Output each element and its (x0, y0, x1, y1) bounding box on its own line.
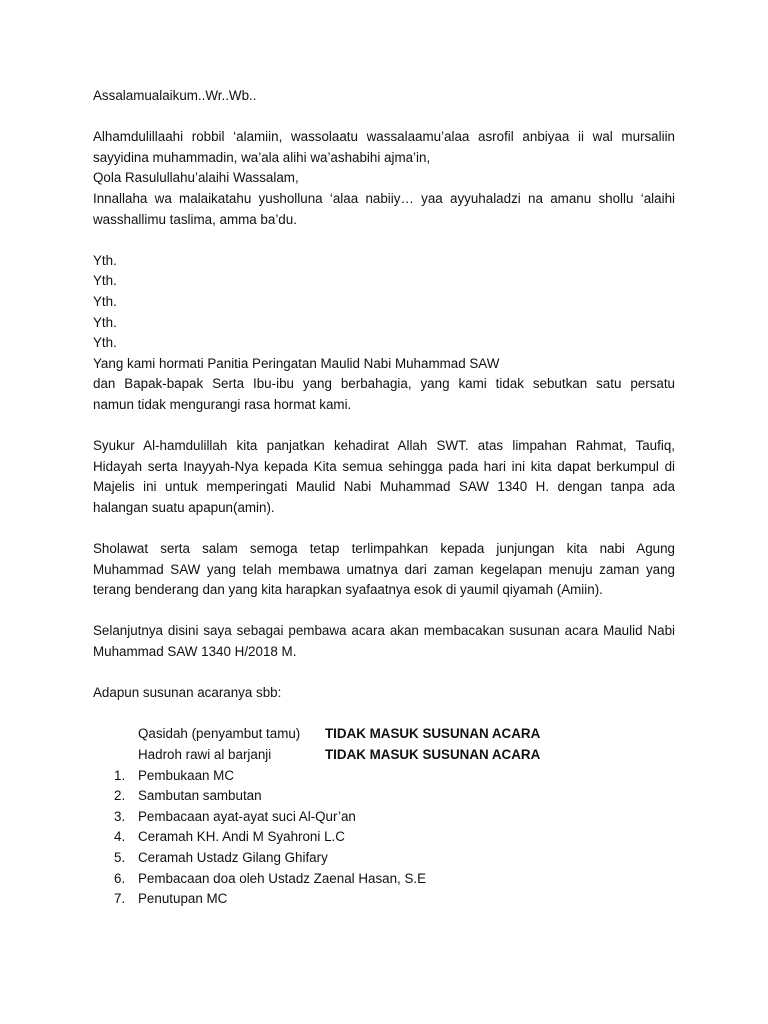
opening-line: wasshallimu taslima, amma ba’du. (93, 211, 297, 227)
agenda-item-number: 4. (114, 829, 126, 845)
agenda-item-number: 3. (114, 808, 126, 824)
agenda-item-number-wrap (93, 827, 138, 848)
agenda-item-number: 5. (114, 849, 126, 865)
agenda-list (93, 766, 675, 910)
opening-line: Innallaha wa malaikatahu yusholluna ‘alaa nabiiy… yaa ayyuhaladzi na amanu shollu ‘alaihi (93, 190, 675, 206)
honored-line: namun tidak mengurangi rasa hormat kami. (93, 396, 352, 412)
pre-agenda-note: TIDAK MASUK SUSUNAN ACARA (325, 726, 541, 742)
agenda-item-number-wrap (93, 766, 138, 787)
sholawat-line: Muhammad SAW yang telah membawa umatnya dari zaman kegelapan menuju zaman yang (93, 561, 675, 577)
gratitude-line: Majelis ini untuk memperingati Maulid Nabi Muhammad SAW 1340 H. dengan tanpa ada (93, 479, 675, 495)
yth-line: Yth. (93, 314, 117, 330)
yth-line: Yth. (93, 335, 117, 351)
opening-line: Alhamdulillaahi robbil ‘alamiin, wassolaatu wassalaamu’alaa asrofil anbiyaa ii wal mursaliin (93, 129, 675, 145)
document-page (93, 86, 675, 910)
spacer (93, 107, 675, 128)
spacer (93, 704, 675, 725)
agenda-item-number: 1. (114, 767, 126, 783)
agenda-item-label: Ceramah KH. Andi M Syahroni L.C (138, 829, 345, 845)
pre-agenda-row (93, 745, 675, 766)
honored-line: dan Bapak-bapak Serta Ibu-ibu yang berbahagia, yang kami tidak sebutkan satu persatu (93, 376, 675, 392)
gratitude-paragraph (93, 436, 675, 518)
sholawat-line: Sholawat serta salam semoga tetap terlimpahkan kepada junjungan kita nabi Agung (93, 541, 675, 557)
agenda-item (93, 848, 675, 869)
gratitude-line: halangan suatu apapun(amin). (93, 499, 275, 515)
agenda-item (93, 766, 675, 787)
agenda-item-number-wrap (93, 786, 138, 807)
next-line: Muhammad SAW 1340 H/2018 M. (93, 644, 297, 660)
gratitude-line: Syukur Al-hamdulillah kita panjatkan kehadirat Allah SWT. atas limpahan Rahmat, Taufiq, (93, 438, 675, 454)
agenda-item-label: Pembacaan ayat-ayat suci Al-Qur’an (138, 808, 356, 824)
agenda-item-number-wrap (93, 889, 138, 910)
agenda-item-number: 2. (114, 788, 126, 804)
gratitude-line: Hidayah serta Inayyah-Nya kepada Kita semua sehingga pada hari ini kita dapat berkumpul di (93, 458, 675, 474)
agenda-item-number-wrap (93, 869, 138, 890)
agenda-intro: Adapun susunan acaranya sbb: (93, 685, 282, 701)
spacer (93, 663, 675, 684)
yth-line: Yth. (93, 252, 117, 268)
agenda-item-label: Pembukaan MC (138, 767, 235, 783)
agenda-item (93, 807, 675, 828)
sholawat-paragraph (93, 539, 675, 601)
agenda-item-label: Sambutan sambutan (138, 788, 262, 804)
yth-line: Yth. (93, 293, 117, 309)
opening-line: Qola Rasulullahu’alaihi Wassalam, (93, 170, 299, 186)
honored-line: Yang kami hormati Panitia Peringatan Maulid Nabi Muhammad SAW (93, 355, 500, 371)
agenda-item-number: 7. (114, 891, 126, 907)
honored-paragraph (93, 354, 675, 416)
spacer (93, 601, 675, 622)
opening-line: sayyidina muhammadin, wa’ala alihi wa’ashabihi ajma’in, (93, 149, 431, 165)
spacer (93, 230, 675, 251)
agenda-item-label: Penutupan MC (138, 891, 228, 907)
agenda-item (93, 889, 675, 910)
sholawat-line: terang benderang dan yang kita harapkan syafaatnya esok di yaumil qiyamah (Amiin). (93, 582, 603, 598)
spacer (93, 416, 675, 437)
pre-agenda-label: Hadroh rawi al barjanji (138, 747, 272, 762)
agenda-item-number-wrap (93, 848, 138, 869)
agenda-item (93, 869, 675, 890)
opening-paragraph (93, 127, 675, 230)
spacer (93, 518, 675, 539)
agenda-item-label: Ceramah Ustadz Gilang Ghifary (138, 849, 328, 865)
pre-agenda-row (93, 724, 675, 745)
next-line: Selanjutnya disini saya sebagai pembawa acara akan membacakan susunan acara Maulid Nabi (93, 623, 675, 639)
yth-line: Yth. (93, 273, 117, 289)
greeting: Assalamualaikum..Wr..Wb.. (93, 88, 257, 103)
pre-agenda-label: Qasidah (penyambut tamu) (138, 726, 301, 742)
agenda-item-label: Pembacaan doa oleh Ustadz Zaenal Hasan, S.E (138, 870, 427, 886)
agenda-item (93, 827, 675, 848)
yth-list (93, 251, 675, 354)
agenda-item-number-wrap (93, 807, 138, 828)
pre-agenda-note: TIDAK MASUK SUSUNAN ACARA (325, 747, 541, 762)
next-paragraph (93, 621, 675, 662)
agenda-item-number: 6. (114, 870, 126, 886)
agenda-item (93, 786, 675, 807)
pre-agenda (93, 724, 675, 765)
